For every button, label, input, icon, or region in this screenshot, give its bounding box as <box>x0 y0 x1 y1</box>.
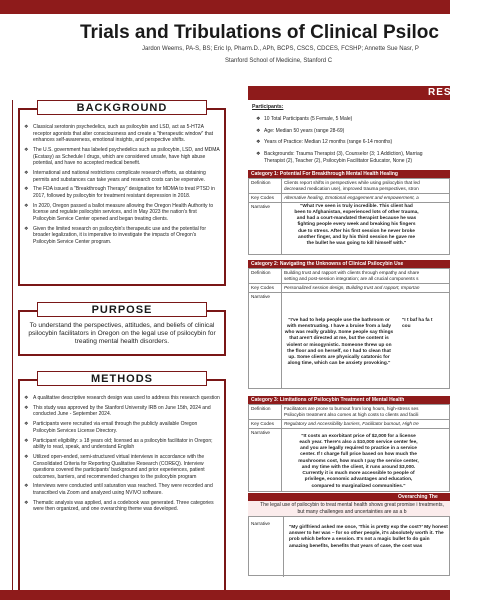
background-item <box>24 147 220 167</box>
bullet-icon: ❖ <box>24 124 29 130</box>
bullet-icon: ❖ <box>24 169 29 176</box>
methods-item-text: This study was approved by the Stanford University IRB on June 15th, 2024 and conducted June - September 2024. <box>33 404 211 418</box>
background-header: BACKGROUND <box>37 100 207 115</box>
participant-stat <box>252 128 450 135</box>
table-row <box>249 202 450 254</box>
participant-stat-text: Age: Median 50 years (range 28-69) <box>264 127 345 134</box>
overarching-theme-table <box>248 516 450 576</box>
methods-panel <box>18 379 226 594</box>
category-1-table <box>248 178 450 255</box>
definition-label: Definition <box>249 269 282 284</box>
bullet-icon: ❖ <box>24 499 29 506</box>
narrative-label: Narrative <box>249 292 282 388</box>
results-header: RESULTS <box>248 86 450 100</box>
bullet-icon: ❖ <box>24 404 29 411</box>
narrative-label: Narrative <box>249 202 282 254</box>
narrative-quote: "I've had to help people use the bathroom or with menstruating. I have a bruise from a lady who was really grabby. Some people say things that aren't directed at me, but the content is violent or misogynistic. Someone threw up on the floor and on herself, so I had to clean that up. Some clients are physically catatonic for along time, which can be anxiety provoking." <box>284 317 394 367</box>
bullet-icon: ❖ <box>24 421 29 428</box>
keycodes-cell <box>282 419 450 428</box>
background-item-text: The FDA issued a "Breakthrough Therapy" designation for MDMA to treat PTSD in 2017, followed by psilocybin for treatment resistant depression in 2018. <box>33 186 215 199</box>
keycodes-text: Regulatory and Accessibility barriers, Facilitator burnout, High tre <box>284 420 419 426</box>
background-panel <box>18 108 226 286</box>
background-item-text: The U.S. government has labeled psychedelics such as psilocybin, LSD, and MDMA (Ecstasy) as Schedule I drugs, which are considered unsafe, have high abuse potential, and have no accepted medical benefit. <box>33 146 220 167</box>
participant-stat <box>252 116 450 123</box>
methods-item <box>24 421 220 434</box>
participants-label: Participants: <box>252 104 284 110</box>
background-item-text: International and national restrictions complicate research efforts, as obtaining permits and substances can take years and research costs can be expensive. <box>33 169 206 183</box>
left-rail-divider <box>12 100 13 600</box>
narrative-quote: "What I've seen is truly incredible. This client had been to Afghanistan, experienced lots of other trauma, and had a court-mandated therapist because he was fighting people every week and breaking his fingers due to stress. After his first session he never broke another finger, and by his third session he gave me the bullet he was going to kill himself with." <box>294 203 419 247</box>
keycodes-label: Key Codes <box>249 283 282 292</box>
participant-stat <box>252 139 450 146</box>
bullet-icon: ❖ <box>24 225 29 232</box>
background-item <box>24 203 220 223</box>
category-3-table <box>248 404 450 492</box>
background-item <box>24 226 220 246</box>
participants-block <box>252 104 450 170</box>
bullet-icon: ❖ <box>256 150 261 157</box>
table-row <box>249 269 450 284</box>
background-item-text: In 2020, Oregon passed a ballot measure allowing the Oregon Health Authority to license and regulate psilocybin services, and in May 2023 the nation's first Psilocybin Service Center opened and began treating clients. <box>33 202 214 222</box>
bullet-icon: ❖ <box>24 395 29 401</box>
keycodes-text: Personalized session design, Building trust and rapport, Importan <box>284 284 420 290</box>
narrative-quote-secondary: "I t baf ha fa t cou <box>402 317 433 329</box>
definition-line: Psilocybin treatment also comes at high costs to clients and facili <box>284 411 419 417</box>
table-row <box>249 292 450 388</box>
bullet-icon: ❖ <box>256 139 261 145</box>
definition-line: decreased medication use), improved trauma perspectives, stron <box>284 185 419 191</box>
participant-stat-text: Backgrounds: Trauma Therapist (3), Counselor (3; 1 Addiction), Marriag <box>264 150 423 157</box>
definition-line: Clients report shifts in perspectives while using psilocybin that led <box>284 180 420 185</box>
column-divider <box>283 517 284 577</box>
methods-item-text: Utilized open-ended, semi-structured virtual interviews in accordance with the Consolidated Criteria for Reporting Qualitative Research (COREQ). Interview questions covered the participants' background and prior experiences, patient outcomes, barriers, and recommended changes to the psilocybin program <box>33 453 205 480</box>
narrative-quotes <box>284 318 447 368</box>
methods-header: METHODS <box>37 371 207 386</box>
bullet-icon: ❖ <box>256 116 261 122</box>
participant-stat <box>252 151 450 158</box>
keycodes-cell <box>282 193 450 202</box>
methods-item <box>24 438 220 451</box>
narrative-cell <box>282 202 450 254</box>
participant-stat <box>252 158 450 165</box>
participant-stat-text: Years of Practice: Median 12 months (range 6-14 months) <box>264 139 393 145</box>
definition-line: setting and post-session integration; are all crucial components s <box>284 275 419 281</box>
methods-item-text: Participant eligibility: ≥ 18 years old; licensed as a psilocybin facilitator in Oregon; ability to read, speak, and understand English <box>33 437 213 451</box>
methods-item <box>24 454 220 480</box>
definition-line: Facilitators are prone to burnout from long hours, high-stress ses <box>284 406 419 411</box>
background-item <box>24 186 220 199</box>
keycodes-text: Alternative healing, Emotional engagement and empowerment, a <box>284 194 419 200</box>
category-1-title: Category 1: Potential For Breakthrough Mental Health Healing <box>248 170 450 178</box>
table-row <box>249 283 450 292</box>
author-list: Jardon Weems, PA-S, BS; Eric Ip, Pharm.D., APh, BCPS, CSCS, CDCES, FCSHP; Annette Sue Nasr, P <box>142 46 419 52</box>
category-2-title: Category 2: Navigating the Unknowns of Clinical Psilocybin Use <box>248 260 450 268</box>
methods-item <box>24 405 220 418</box>
methods-item-text: Participants were recruited via email through the publicly available Oregon Psilocybin Services License Directory. <box>33 421 198 434</box>
bullet-icon: ❖ <box>24 146 29 153</box>
methods-item-text: Interviews were conducted until saturation was reached. They were recorded and transcribed via Zoom and analyzed using NVIVO software. <box>33 483 213 497</box>
bullet-icon: ❖ <box>24 202 29 209</box>
narrative-cell <box>282 292 450 388</box>
narrative-cell <box>282 428 450 491</box>
table-row <box>249 179 450 194</box>
background-item-text: Classical serotonin psychedelics, such as psilocybin and LSD, act as 5-HT2A receptor agonists that alter consciousness and create a "therapeutic window" that enhances self-awareness, emotional insights, and perspective shifts. <box>33 124 214 144</box>
bullet-icon: ❖ <box>256 127 261 134</box>
methods-item-text: Thematic analysis was applied, and a codebook was generated. Three categories were then organized, and one overarching theme was developed. <box>33 499 214 513</box>
participants-list <box>252 116 450 165</box>
table-row <box>249 193 450 202</box>
keycodes-label: Key Codes <box>249 193 282 202</box>
table-row <box>249 428 450 491</box>
top-banner <box>0 0 450 14</box>
table-row <box>249 405 450 420</box>
definition-label: Definition <box>249 405 282 420</box>
bullet-icon: ❖ <box>24 186 29 193</box>
affiliation: Stanford School of Medicine, Stanford C <box>225 58 333 64</box>
table-row <box>249 419 450 428</box>
definition-line: Building trust and rapport with clients through empathy and share <box>284 270 420 275</box>
definition-label: Definition <box>249 179 282 194</box>
background-item <box>24 124 220 144</box>
category-2-table <box>248 268 450 389</box>
poster-title: Trials and Tribulations of Clinical Psiloc <box>80 22 439 43</box>
bullet-icon: ❖ <box>24 483 29 490</box>
keycodes-label: Key Codes <box>249 419 282 428</box>
definition-cell <box>282 269 450 284</box>
overarching-theme-title: Overarching The <box>248 493 450 501</box>
narrative-quote: "My girlfriend asked me once, 'This is pretty exp the cost?' My honest answer to her was – for so other people, it's absolutely worth it. The prob which before a session. It's not a magic bullet fo do gain amazing benefits, benefits that years of case, the cost was <box>289 525 448 549</box>
category-3-title: Category 3: Limitations of Psilocybin Treatment of Mental Health <box>248 396 450 404</box>
methods-item <box>24 395 220 402</box>
narrative-label: Narrative <box>251 521 271 526</box>
purpose-text: To understand the perspectives, attitudes, and beliefs of clinical psilocybin facilitators in Oregon on the legal use of psilocybin for treating mental health disorders. <box>28 322 216 346</box>
definition-cell <box>282 179 450 194</box>
background-item-text: Given the limited research on psilocybin's therapeutic use and the potential for broader legalization, it is imperative to investigate the impacts of Oregon's Psilocybin Service Center program. <box>33 225 206 245</box>
background-item <box>24 170 220 183</box>
methods-item-text: A qualitative descriptive research design was used to address this research question <box>33 395 220 401</box>
participant-stat-text: Therapist (2), Teacher (2), Psilocybin Facilitator Educator, None (2) <box>264 158 413 164</box>
methods-list <box>24 395 220 513</box>
keycodes-cell <box>282 283 450 292</box>
methods-item <box>24 500 220 513</box>
definition-cell <box>282 405 450 420</box>
methods-item <box>24 483 220 496</box>
background-list <box>24 124 220 245</box>
participant-stat-text: 10 Total Participants (5 Female, 5 Male) <box>264 116 353 122</box>
purpose-header: PURPOSE <box>37 302 207 317</box>
bullet-icon: ❖ <box>24 437 29 444</box>
overarching-theme-summary: The legal use of psilocybin to treat mental health shows great promise i treatments, but many challenges and uncertainties are as a b <box>248 501 450 516</box>
narrative-label: Narrative <box>249 428 282 491</box>
bottom-banner <box>0 590 450 600</box>
narrative-quote: "It costs an exorbitant price of $2,000 for a license each year. There's also a $10,000 service center fee, and you are legally required to practice in a service center. If I charge full price based on how much the mushrooms cost, how much I pay the service center, and my time with the client, it runs around $3,000. Currently it is much more accessible to people of privilege, economic advantages and education, compared to marginalized communities." <box>298 433 419 489</box>
bullet-icon: ❖ <box>24 453 29 460</box>
